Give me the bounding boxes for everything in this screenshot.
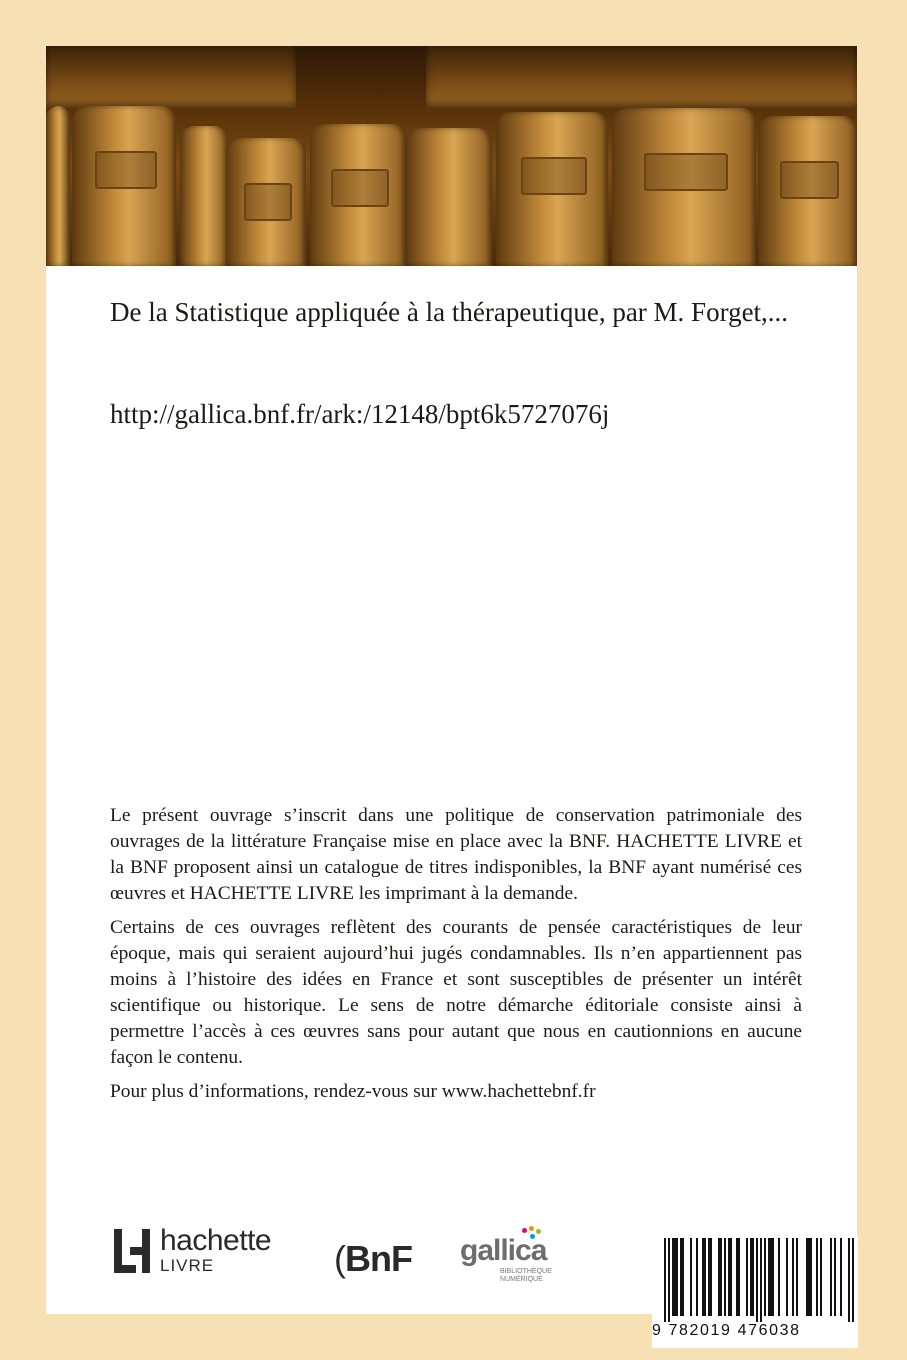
notice-paragraph: Le présent ouvrage s’inscrit dans une politique de conservation patrimoniale des ouvrages de la littérature Française mise en place avec la BNF. HACHETTE LIVRE et la BNF proposent ainsi un catalogue de titres indisponibles, la BNF ayant numérisé ces œuvres et HACHETTE LIVRE les imprimant à la demande.: [110, 805, 802, 904]
book-top-right: [426, 46, 857, 108]
publisher-logos: [114, 1226, 574, 1306]
book-spine: [180, 126, 228, 266]
barcode-bar: [760, 1238, 762, 1322]
barcode-bar: [764, 1238, 766, 1316]
barcode-bar: [704, 1238, 706, 1316]
barcode-bar: [718, 1238, 720, 1316]
back-cover: [46, 46, 857, 1339]
barcode-bar: [808, 1238, 810, 1316]
barcode-bar: [672, 1238, 674, 1316]
barcode-bar: [702, 1238, 704, 1316]
barcode-bar: [768, 1238, 770, 1316]
barcode-bar: [792, 1238, 794, 1316]
book-spine: [226, 138, 306, 266]
barcode-bar: [750, 1238, 752, 1316]
isbn-number: 9 782019 476038: [652, 1322, 801, 1339]
barcode-bar: [746, 1238, 748, 1316]
barcode-bar: [848, 1238, 850, 1322]
barcode-bar: [724, 1238, 726, 1316]
book-spine: [46, 106, 70, 266]
barcode-bar: [664, 1238, 666, 1322]
publisher-notice: [110, 803, 802, 1113]
barcode-bar: [696, 1238, 698, 1316]
barcode-bar: [690, 1238, 692, 1316]
barcode-bar: [674, 1238, 676, 1316]
barcode-bar: [840, 1238, 842, 1316]
gallica-subtitle: BIBLIOTHÈQUE: [500, 1268, 552, 1275]
more-info-line: Pour plus d’informations, rendez-vous sur www.hachettebnf.fr: [110, 1081, 596, 1102]
book-spine: [310, 124, 406, 266]
book-spine: [72, 106, 176, 266]
barcode-bar: [738, 1238, 740, 1316]
barcode-bar: [786, 1238, 788, 1316]
barcode-bar: [720, 1238, 722, 1316]
book-spine: [758, 116, 857, 266]
hachette-livre-logo: [114, 1226, 271, 1276]
gallica-dot-icon: [529, 1226, 534, 1231]
barcode-bar: [752, 1238, 754, 1316]
isbn-barcode: [652, 1236, 858, 1348]
notice-paragraph: Certains de ces ouvrages reflètent des courants de pensée caractéristiques de leur époque, mais qui seraient aujourd’hui jugés condamnables. Ils n’en appartiennent pas moins à l’histoire des idées en France et sont susceptibles de présenter un intérêt scientifique ou historique. Le sens de notre démarche éditoriale consiste ainsi à permettre l’accès à ces œuvres sans pour autant que nous en cautionnions en aucune façon le contenu.: [110, 917, 802, 1068]
barcode-bars: [652, 1236, 858, 1322]
barcode-bar: [736, 1238, 738, 1316]
barcode-bar: [816, 1238, 818, 1316]
barcode-bar: [682, 1238, 684, 1316]
barcode-bar: [796, 1238, 798, 1316]
barcode-bar: [756, 1238, 758, 1322]
barcode-bar: [820, 1238, 822, 1316]
book-title: De la Statistique appliquée à la thérapeutique, par M. Forget,...: [110, 297, 789, 327]
barcode-bar: [772, 1238, 774, 1316]
barcode-bar: [852, 1238, 854, 1322]
gallica-logo: [460, 1226, 570, 1286]
barcode-bar: [730, 1238, 732, 1316]
book-spine: [612, 108, 756, 266]
barcode-bar: [810, 1238, 812, 1316]
barcode-bar: [834, 1238, 836, 1316]
book-top-left: [46, 46, 296, 108]
barcode-bar: [728, 1238, 730, 1316]
book-spine: [406, 128, 492, 266]
book-spine: [496, 112, 608, 266]
hachette-wordmark: hachette: [160, 1224, 272, 1257]
barcode-bar: [830, 1238, 832, 1316]
barcode-bar: [710, 1238, 712, 1316]
gallica-wordmark: gallica: [460, 1234, 547, 1267]
bnf-logo: (BnF: [334, 1238, 412, 1279]
barcode-bar: [708, 1238, 710, 1316]
book-spines-photo: [46, 46, 857, 266]
barcode-bar: [778, 1238, 780, 1316]
gallica-dot-icon: [522, 1228, 527, 1233]
hachette-mark-icon: [114, 1229, 154, 1273]
gallica-url: http://gallica.bnf.fr/ark:/12148/bpt6k5727076j: [110, 399, 610, 429]
barcode-bar: [680, 1238, 682, 1316]
gallica-subtitle: NUMÉRIQUE: [500, 1276, 543, 1283]
barcode-bar: [770, 1238, 772, 1316]
barcode-bar: [676, 1238, 678, 1316]
bnf-wordmark: BnF: [345, 1238, 412, 1279]
barcode-bar: [668, 1238, 670, 1322]
barcode-bar: [806, 1238, 808, 1316]
livre-wordmark: LIVRE: [160, 1256, 215, 1275]
